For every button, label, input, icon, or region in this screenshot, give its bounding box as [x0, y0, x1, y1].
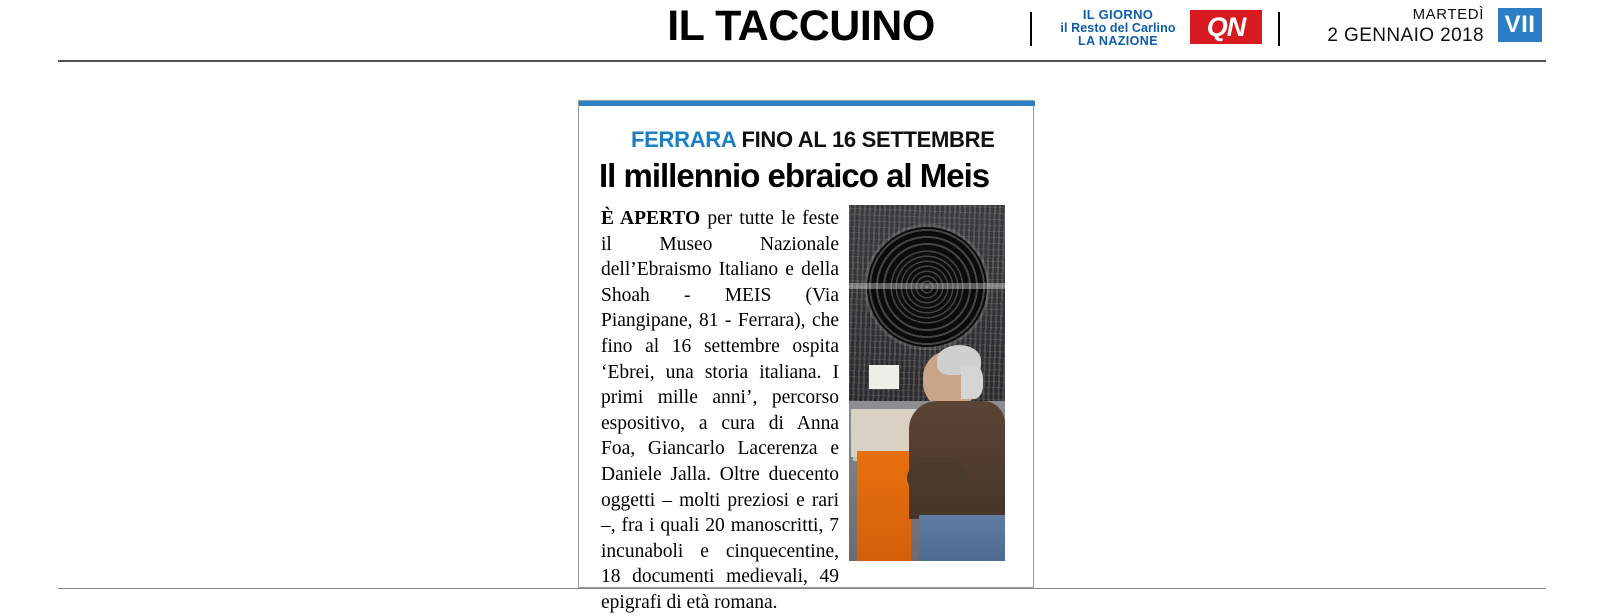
article-body-text: per tutte le feste il Museo Nazionale dell’Ebraismo Italiano e della Shoah - MEIS (Via Piangipane, 81 - Ferrara), che fino al 16 settembre ospita ‘Ebrei, una storia italiana. I primi mille anni’, percorso espositivo, a cura di Anna Foa, Giancarlo Lacerenza e Daniele Jalla. Oltre duecento oggetti – molti preziosi e rari –, fra i quali 20 manoscritti, 7 incunaboli e cinquecentine, 18 documenti medievali, 49 epigrafi di età romana. [601, 208, 839, 613]
masthead [0, 0, 1602, 64]
kicker-place: FERRARA [631, 127, 736, 152]
article-photo [849, 205, 1005, 561]
article-kicker [631, 127, 995, 153]
weekday-label: MARTEDÌ [1412, 6, 1484, 23]
publisher-line-3: LA NAZIONE [1078, 33, 1158, 48]
publisher-line-1: IL GIORNO [1082, 7, 1154, 22]
page-number-badge: VII [1498, 8, 1542, 42]
header-rule [58, 60, 1546, 62]
article-accent-bar [579, 101, 1035, 106]
photo-person-arm [907, 463, 967, 493]
article-lead: È APERTO [601, 208, 701, 229]
publisher-logo [1058, 8, 1178, 48]
photo-wall-paper [869, 365, 899, 389]
photo-light-strip [849, 283, 1005, 289]
kicker-detail: FINO AL 16 SETTEMBRE [735, 127, 995, 152]
photo-person-jeans [919, 515, 1005, 561]
photo-person-nape [961, 365, 983, 399]
page-title: IL TACCUINO [667, 2, 935, 50]
masthead-divider-left [1030, 12, 1032, 46]
date-label: 2 GENNAIO 2018 [1327, 25, 1484, 46]
publisher-line-2: il Resto del Carlino [1060, 20, 1176, 35]
date-block [1327, 6, 1484, 47]
photo-person-body [909, 401, 1005, 519]
photo-crate [851, 409, 917, 457]
article-card [578, 100, 1034, 613]
article-headline: Il millennio ebraico al Meis [599, 157, 990, 194]
photo-orange-stand [857, 451, 911, 561]
article-body [601, 206, 839, 616]
masthead-divider-right [1278, 12, 1280, 46]
qn-brand-logo: QN [1190, 10, 1262, 44]
